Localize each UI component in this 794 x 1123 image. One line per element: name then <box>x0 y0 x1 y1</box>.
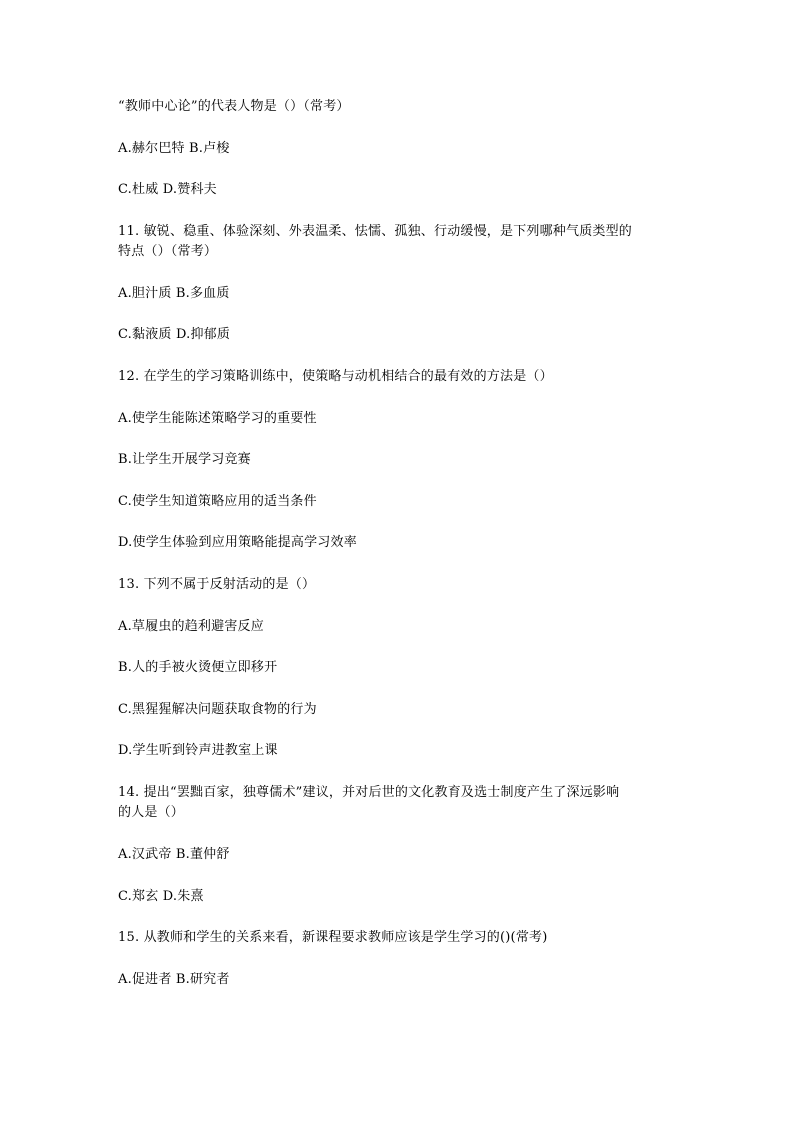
answer-options: A.赫尔巴特 B.卢梭 <box>118 141 230 156</box>
answer-option: A.草履虫的趋利避害反应 <box>118 619 264 634</box>
question-stem: 11. 敏锐、稳重、体验深刻、外表温柔、怯懦、孤独、行动缓慢，是下列哪种气质类型的 <box>118 224 633 239</box>
answer-option: B.让学生开展学习竞赛 <box>118 452 251 467</box>
answer-options: A.胆汁质 B.多血质 <box>118 286 230 301</box>
answer-options: A.促进者 B.研究者 <box>118 972 230 987</box>
question-stem: “教师中心论”的代表人物是（）（常考） <box>118 99 350 114</box>
question-stem: 15. 从教师和学生的关系来看，新课程要求教师应该是学生学习的()(常考) <box>118 930 548 945</box>
answer-option: B.人的手被火烫便立即移开 <box>118 660 278 675</box>
answer-option: C.使学生知道策略应用的适当条件 <box>118 494 317 509</box>
answer-options: A.汉武帝 B.董仲舒 <box>118 847 230 862</box>
answer-options: C.杜威 D.赞科夫 <box>118 182 217 197</box>
answer-option: C.黑猩猩解决问题获取食物的行为 <box>118 702 317 717</box>
question-stem: 13. 下列不属于反射活动的是（） <box>118 577 316 592</box>
question-stem-continued: 特点（）（常考） <box>118 244 218 259</box>
question-stem: 12. 在学生的学习策略训练中，使策略与动机相结合的最有效的方法是（） <box>118 369 553 384</box>
answer-option: D.学生听到铃声进教室上课 <box>118 743 278 758</box>
answer-option: A.使学生能陈述策略学习的重要性 <box>118 411 317 426</box>
answer-options: C.郑玄 D.朱熹 <box>118 889 204 904</box>
answer-options: C.黏液质 D.抑郁质 <box>118 327 231 342</box>
question-stem-continued: 的人是（） <box>118 805 185 820</box>
answer-option: D.使学生体验到应用策略能提高学习效率 <box>118 535 357 550</box>
question-stem: 14. 提出“罢黜百家，独尊儒术”建议，并对后世的文化教育及选士制度产生了深远影响 <box>118 785 620 800</box>
